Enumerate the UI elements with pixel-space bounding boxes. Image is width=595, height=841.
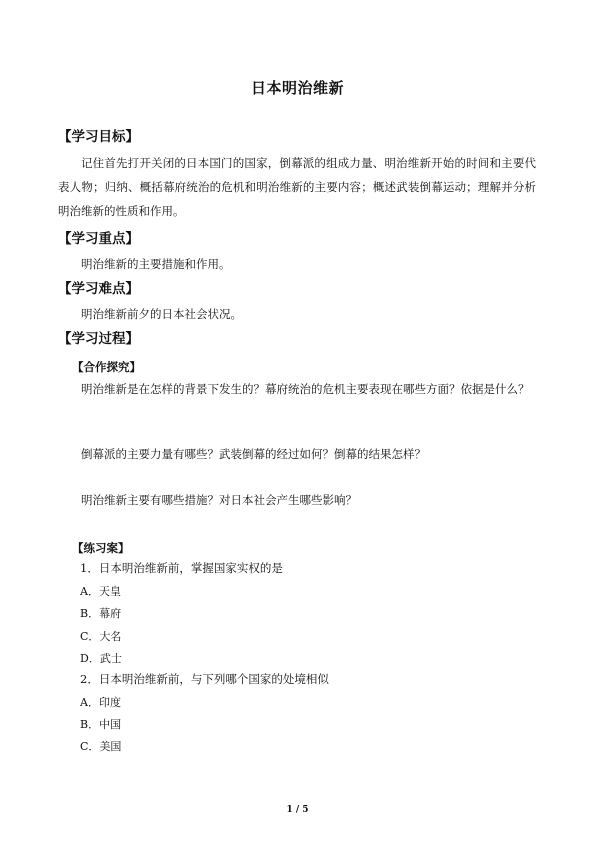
objectives-text: 记住首先打开关闭的日本国门的国家，倒幕派的组成力量、明治维新开始的时间和主要代表人物；归纳、概括幕府统治的危机和明治维新的主要内容；概述武装倒幕运动；理解并分析明治维新的性质和作用。: [58, 156, 536, 218]
question-1-option-d: D．武士: [80, 652, 122, 665]
page-title: 日本明治维新: [250, 79, 344, 97]
question-1-stem: 1．日本明治维新前，掌握国家实权的是: [80, 561, 283, 575]
practice-heading: 【练习案】: [72, 541, 130, 555]
key-points-heading: 【学习重点】: [58, 231, 139, 247]
inquiry-question-1: 明治维新是在怎样的背景下发生的？幕府统治的危机主要表现在哪些方面？依据是什么？: [81, 382, 530, 396]
objectives-heading: 【学习目标】: [58, 129, 139, 145]
inquiry-question-3: 明治维新主要有哪些措施？对日本社会产生哪些影响？: [81, 493, 357, 507]
difficulties-heading: 【学习难点】: [58, 281, 139, 297]
inquiry-question-2: 倒幕派的主要力量有哪些？武装倒幕的经过如何？倒幕的结果怎样？: [81, 447, 426, 461]
question-2-option-a: A．印度: [80, 696, 121, 709]
difficulties-text: 明治维新前夕的日本社会状况。: [81, 307, 242, 321]
page-number: 1 / 5: [286, 805, 309, 815]
process-heading: 【学习过程】: [58, 331, 139, 347]
question-1-option-b: B．幕府: [80, 607, 122, 620]
question-2-stem: 2．日本明治维新前，与下列哪个国家的处境相似: [80, 672, 329, 686]
inquiry-heading: 【合作探究】: [72, 360, 141, 374]
question-2-option-b: B．中国: [80, 718, 122, 731]
question-2-option-c: C．美国: [80, 740, 122, 753]
question-1-option-c: C．大名: [80, 630, 122, 643]
key-points-text: 明治维新的主要措施和作用。: [81, 257, 231, 271]
question-1-option-a: A．天皇: [80, 585, 121, 598]
